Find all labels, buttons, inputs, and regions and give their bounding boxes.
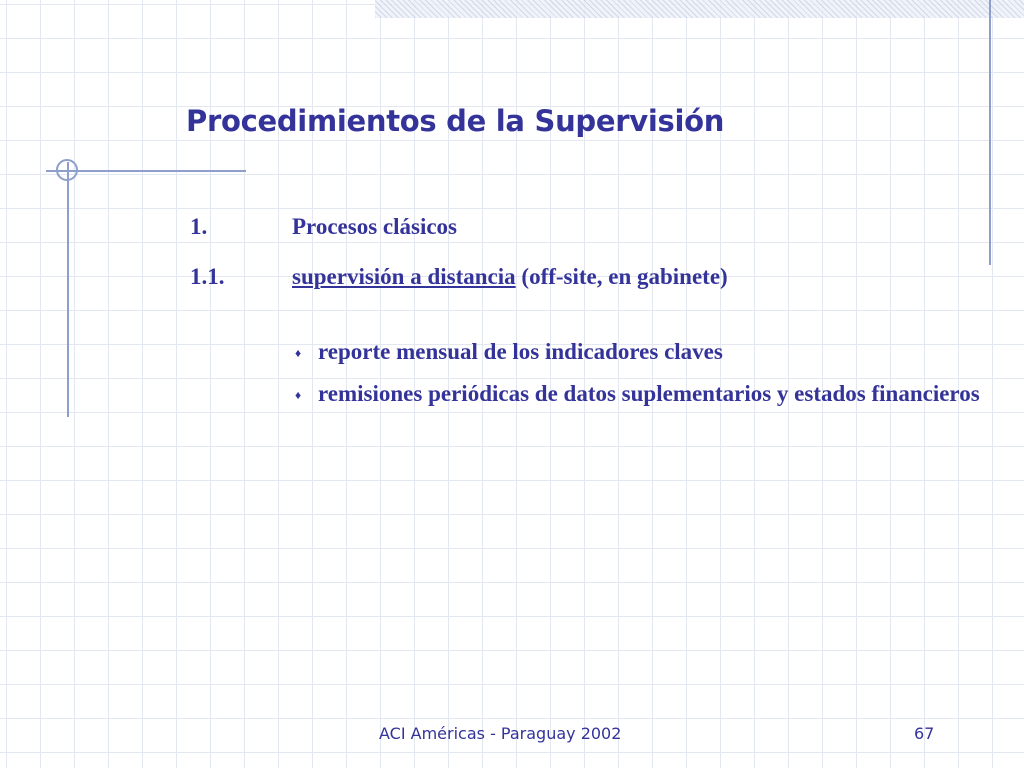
page-number: 67 <box>914 724 935 743</box>
item-text-1-1-underlined: supervisión a distancia <box>292 264 516 289</box>
bullet-text-1: reporte mensual de los indicadores claves <box>318 339 723 364</box>
item-text-1: Procesos clásicos <box>292 214 458 239</box>
item-number-1-1: 1.1. <box>190 264 225 289</box>
diamond-bullet-icon: ♦ <box>295 346 302 360</box>
decorative-circle-icon <box>56 159 78 181</box>
item-number-1: 1. <box>190 214 208 239</box>
decorative-vertical-line-right <box>989 0 991 265</box>
diamond-bullet-icon: ♦ <box>295 388 302 402</box>
footer-text: ACI Américas - Paraguay 2002 <box>379 724 622 743</box>
item-text-1-1 <box>292 264 728 290</box>
decorative-vertical-line-left <box>67 162 69 417</box>
decorative-hatch-band <box>375 0 1024 18</box>
item-text-1-1-rest: (off-site, en gabinete) <box>515 264 728 289</box>
slide-title: Procedimientos de la Supervisión <box>186 104 725 138</box>
bullet-text-2: remisiones periódicas de datos suplementarios y estados financieros <box>318 381 980 406</box>
